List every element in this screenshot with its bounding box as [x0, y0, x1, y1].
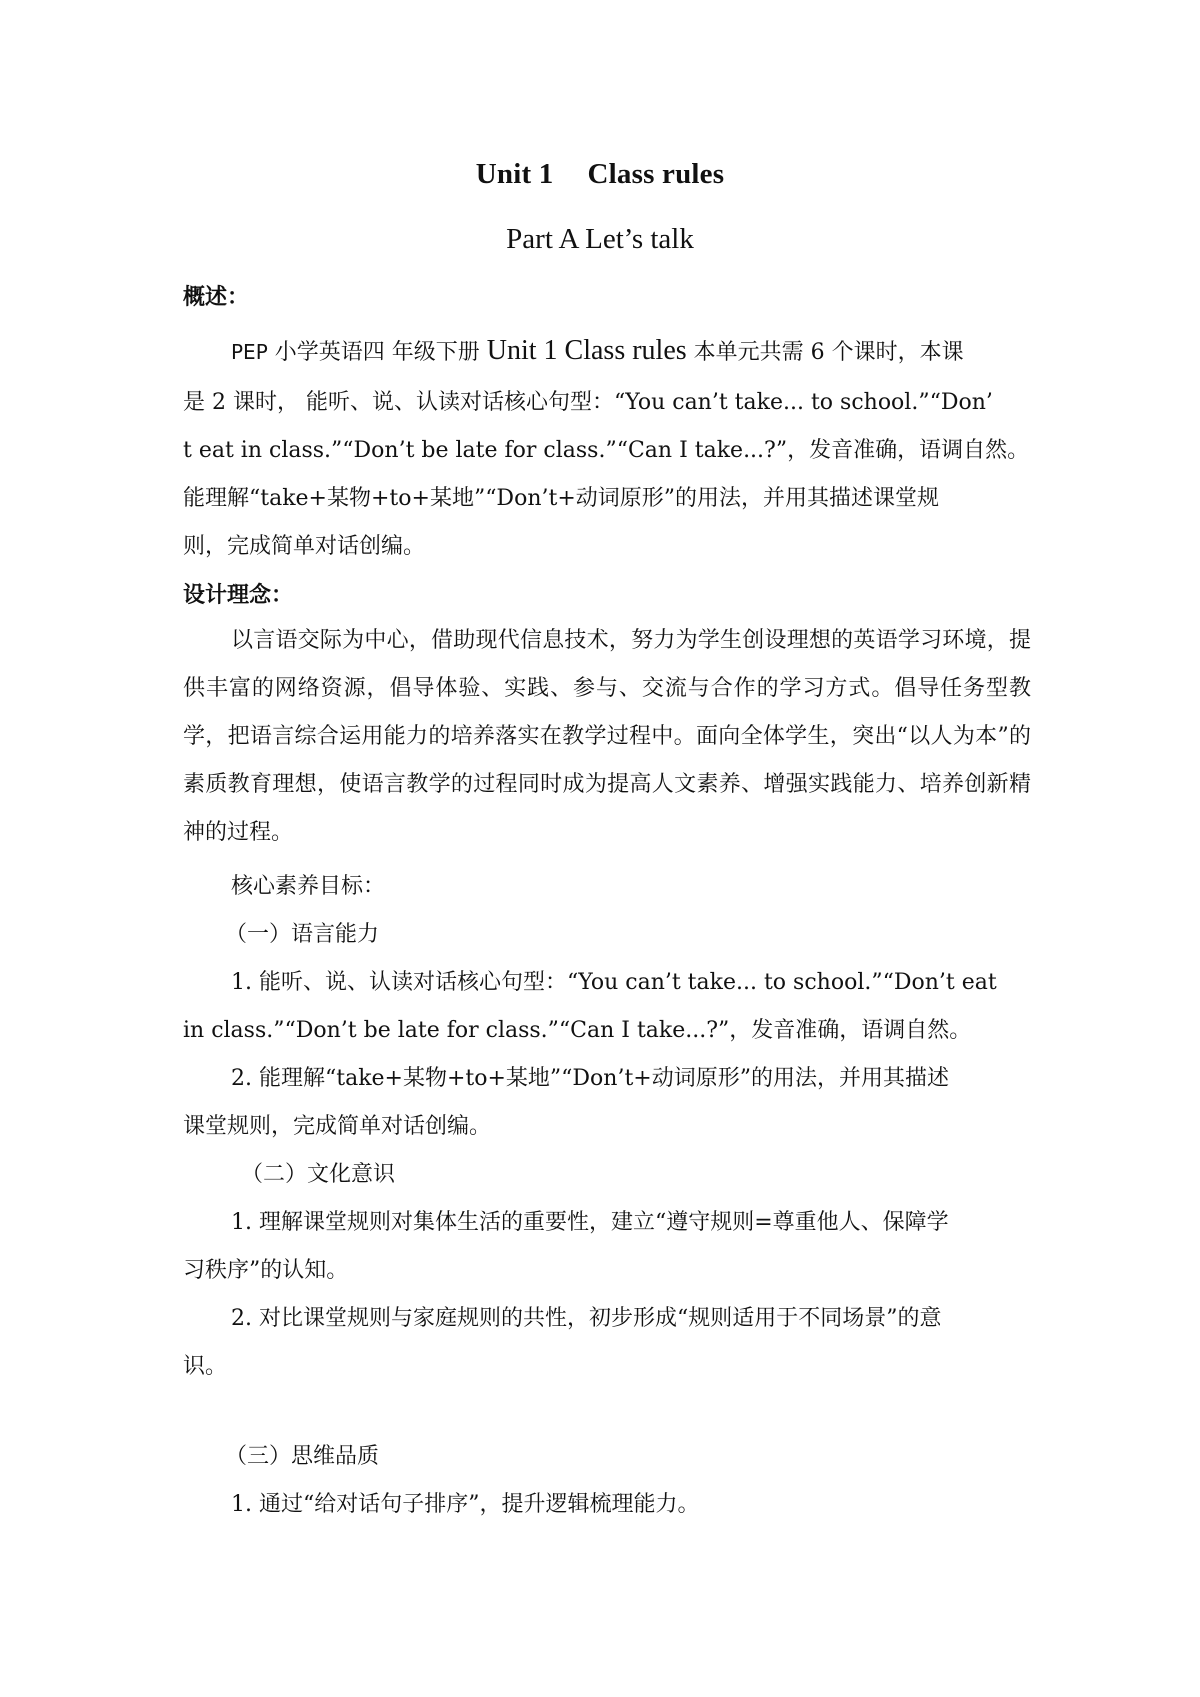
culture-goal-1a: 1. 理解课堂规则对集体生活的重要性，建立“遵守规则=尊重他人、保障学	[231, 1210, 949, 1235]
design-paragraph: 以言语交际为中心，借助现代信息技术，努力为学生创设理想的英语学习环境，提供丰富的网络资源，倡导体验、实践、参与、交流与合作的学习方式。倡导任务型教学，把语言综合运用能力的培养落实在教学过程中。面向全体学生，突出“以人为本”的素质教育理想，使语言教学的过程同时成为提高人文素养、增强实践能力、培养创新精神的过程。	[183, 628, 1031, 845]
overview-paragraph	[183, 325, 1031, 571]
overview-line-4: 能理解“take+某物+to+某地”“Don’t+动词原形”的用法，并用其描述课堂规	[183, 486, 940, 511]
language-goal-2b: 课堂规则，完成简单对话创编。	[183, 1114, 492, 1139]
goals-heading: 核心素养目标：	[231, 874, 386, 899]
overview-line-5: 则，完成简单对话创编。	[183, 534, 426, 559]
culture-goal-1b: 习秩序”的认知。	[183, 1258, 349, 1283]
overview-line-2: 是 2 课时， 能听、说、认读对话核心句型：“You can’t take... to school.”“Don’	[183, 390, 993, 415]
overview-line-3: t eat in class.”“Don’t be late for class.”“Can I take...?”，发音准确，语调自然。	[183, 438, 1030, 463]
culture-heading: （二）文化意识	[241, 1162, 396, 1187]
design-heading: 设计理念：	[183, 583, 294, 608]
document-title	[0, 158, 1200, 191]
language-goal-2a: 2. 能理解“take+某物+to+某地”“Don’t+动词原形”的用法，并用其描述	[231, 1066, 949, 1091]
document-subtitle: Part A Let’s talk	[506, 223, 694, 255]
language-goal-1b: in class.”“Don’t be late for class.”“Can I take...?”，发音准确，语调自然。	[183, 1018, 972, 1043]
document-body	[183, 283, 1031, 1529]
culture-goal-2a: 2. 对比课堂规则与家庭规则的共性，初步形成“规则适用于不同场景”的意	[231, 1306, 942, 1331]
title-name: Class rules	[587, 158, 725, 190]
title-unit: Unit 1	[475, 158, 554, 190]
thinking-heading: （三）思维品质	[225, 1444, 380, 1469]
language-ability-heading: （一）语言能力	[225, 922, 380, 947]
language-goal-1a: 1. 能听、说、认读对话核心句型：“You can’t take... to school.”“Don’t eat	[231, 970, 997, 995]
thinking-goal-1: 1. 通过“给对话句子排序”，提升逻辑梳理能力。	[231, 1492, 700, 1517]
culture-goal-2b: 识。	[183, 1354, 228, 1379]
overview-line-1: PEP 小学英语四 年级下册 Unit 1 Class rules 本单元共需 6 个课时，本课	[231, 335, 964, 366]
overview-heading: 概述：	[183, 285, 250, 310]
